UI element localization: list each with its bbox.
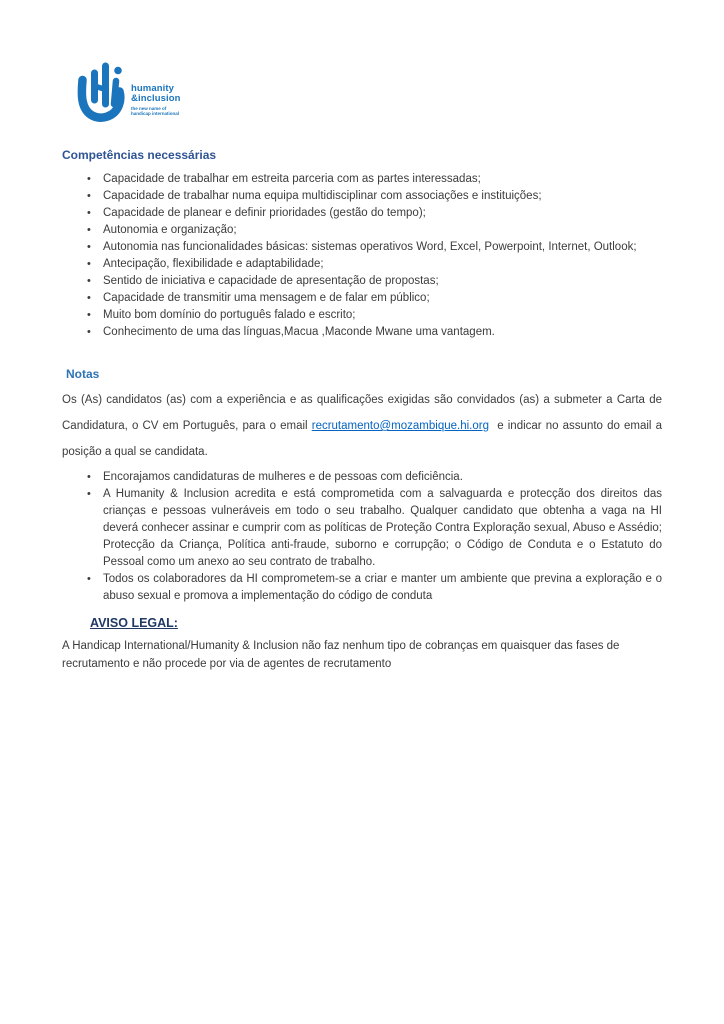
section-title-aviso-legal: AVISO LEGAL: <box>90 616 178 630</box>
list-item <box>62 222 662 239</box>
bullet-icon: • <box>87 326 91 338</box>
list-item <box>62 469 662 486</box>
list-item-text: Encorajamos candidaturas de mulheres e de pessoas com deficiência. <box>103 471 463 483</box>
bullet-icon: • <box>87 207 91 219</box>
bullet-icon: • <box>87 173 91 185</box>
logo-brand-line1: humanity <box>131 83 175 94</box>
hi-logo <box>76 58 181 122</box>
bullet-icon: • <box>87 573 91 585</box>
logo-tagline-line1: the new name of <box>131 106 167 111</box>
list-item <box>62 324 662 341</box>
competencias-list <box>62 171 662 341</box>
bullet-icon: • <box>87 309 91 321</box>
list-item <box>62 486 662 571</box>
list-item-text: Autonomia nas funcionalidades básicas: sistemas operativos Word, Excel, Powerpoint, Internet, Outlook; <box>103 241 637 253</box>
list-item-text: A Humanity & Inclusion acredita e está comprometida com a salvaguarda e protecção dos direitos das crianças e pessoas vulneráveis em todo o seu trabalho. Qualquer candidato que obtenha a vaga na HI deverá conhecer assinar e cumprir com as políticas de Proteção Contra Exploração sexual, Abuso e Assédio; Protecção da Criança, Política anti-fraude, suborno e corrupção; o Código de Conduta e o Estatuto do Pessoal como um anexo ao seu contrato de trabalho. <box>103 488 662 568</box>
hi-hand-logo-icon <box>76 58 126 122</box>
list-item <box>62 188 662 205</box>
list-item-text: Capacidade de planear e definir prioridades (gestão do tempo); <box>103 207 426 219</box>
list-item <box>62 239 662 256</box>
bullet-icon: • <box>87 471 91 483</box>
document-body <box>62 148 666 673</box>
list-item-text: Autonomia e organização; <box>103 224 237 236</box>
list-item <box>62 307 662 324</box>
bullet-icon: • <box>87 241 91 253</box>
notas-intro-after-link: e indicar no assunto do email a posição a qual se candidata. <box>62 420 666 458</box>
list-item-text: Capacidade de trabalhar em estreita parceria com as partes interessadas; <box>103 173 481 185</box>
logo-tagline-line2: handicap international <box>131 111 180 116</box>
section-title-competencias: Competências necessárias <box>62 148 217 162</box>
list-item <box>62 290 662 307</box>
list-item <box>62 205 662 222</box>
section-title-notas: Notas <box>66 367 100 381</box>
bullet-icon: • <box>87 190 91 202</box>
bullet-icon: • <box>87 275 91 287</box>
bullet-icon: • <box>87 224 91 236</box>
list-item <box>62 273 662 290</box>
notas-intro-before-link: Os (As) candidatos (as) com a experiência e as qualificações exigidas são convidados (as) a submeter a Carta de Candidatura, o CV em Português, para o email <box>62 394 666 432</box>
list-item-text: Conhecimento de uma das línguas,Macua ,Maconde Mwane uma vantagem. <box>103 326 495 338</box>
list-item-text: Sentido de iniciativa e capacidade de apresentação de propostas; <box>103 275 439 287</box>
aviso-legal-paragraph: A Handicap International/Humanity & Inclusion não faz nenhum tipo de cobranças em quaisquer das fases de recrutamento e não procede por via de agentes de recrutamento <box>62 640 620 670</box>
bullet-icon: • <box>87 488 91 500</box>
list-item <box>62 171 662 188</box>
logo-tagline <box>131 106 181 116</box>
list-item <box>62 256 662 273</box>
recruitment-email-link[interactable]: recrutamento@mozambique.hi.org <box>311 420 489 432</box>
bullet-icon: • <box>87 292 91 304</box>
list-item-text: Capacidade de trabalhar numa equipa multidisciplinar com associações e instituições; <box>103 190 542 202</box>
notas-intro-paragraph <box>62 387 666 465</box>
list-item <box>62 571 662 605</box>
list-item-text: Todos os colaboradores da HI comprometem-se a criar e manter um ambiente que previna a exploração e o abuso sexual e promova a implementação do código de conduta <box>103 573 662 602</box>
list-item-text: Capacidade de transmitir uma mensagem e de falar em público; <box>103 292 430 304</box>
notas-list <box>62 469 662 605</box>
bullet-icon: • <box>87 258 91 270</box>
logo-text-block <box>131 58 181 116</box>
logo-brand-line2: &inclusion <box>131 92 181 104</box>
aviso-legal-row <box>62 615 662 633</box>
list-item-text: Antecipação, flexibilidade e adaptabilidade; <box>103 258 324 270</box>
list-item-text: Muito bom domínio do português falado e escrito; <box>103 309 356 321</box>
